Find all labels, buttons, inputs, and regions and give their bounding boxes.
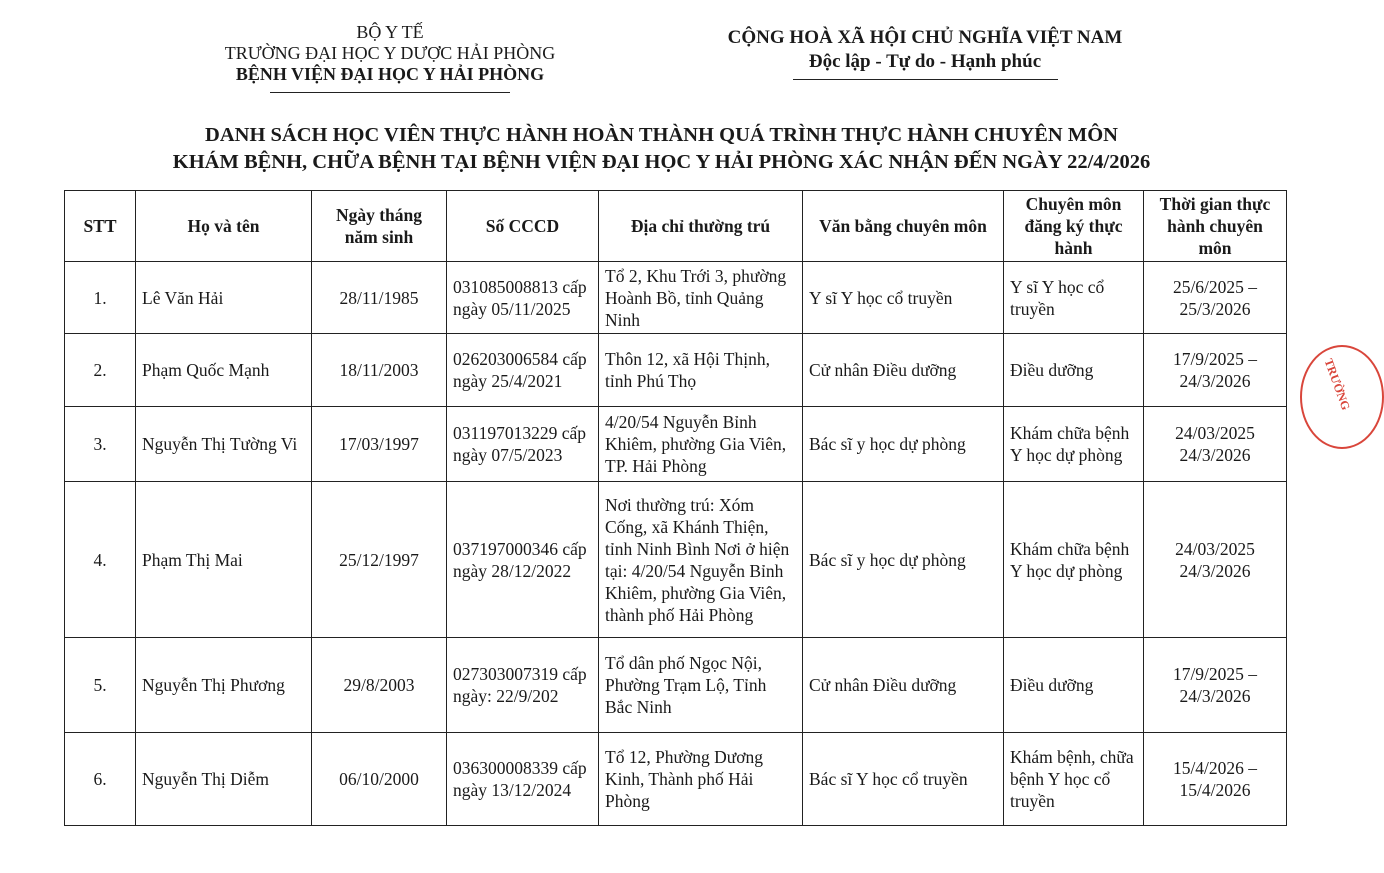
- cell-dob: 06/10/2000: [312, 733, 447, 826]
- header-id: Số CCCD: [447, 191, 599, 262]
- cell-specialty: Điều dưỡng: [1004, 334, 1144, 407]
- cell-period: 24/03/2025 24/3/2026: [1144, 407, 1287, 482]
- cell-name: Nguyễn Thị Diễm: [136, 733, 312, 826]
- table-row: [65, 334, 1287, 407]
- cell-name: Nguyễn Thị Phương: [136, 638, 312, 733]
- cell-address: Thôn 12, xã Hội Thịnh, tỉnh Phú Thọ: [599, 334, 803, 407]
- cell-name: Phạm Thị Mai: [136, 482, 312, 638]
- cell-dob: 25/12/1997: [312, 482, 447, 638]
- cell-dob: 29/8/2003: [312, 638, 447, 733]
- table-row: [65, 407, 1287, 482]
- cell-dob: 28/11/1985: [312, 262, 447, 334]
- cell-specialty: Y sĩ Y học cổ truyền: [1004, 262, 1144, 334]
- title-line-2: KHÁM BỆNH, CHỮA BỆNH TẠI BỆNH VIỆN ĐẠI HỌC Y HẢI PHÒNG XÁC NHẬN ĐẾN NGÀY 22/4/2026: [172, 151, 1151, 173]
- table-row: [65, 638, 1287, 733]
- cell-degree: Bác sĩ Y học cổ truyền: [803, 733, 1004, 826]
- cell-id: 026203006584 cấp ngày 25/4/2021: [447, 334, 599, 407]
- cell-address: 4/20/54 Nguyễn Bỉnh Khiêm, phường Gia Viên, TP. Hải Phòng: [599, 407, 803, 482]
- cell-address: Tổ dân phố Ngọc Nội, Phường Trạm Lộ, Tỉnh Bắc Ninh: [599, 638, 803, 733]
- cell-id: 036300008339 cấp ngày 13/12/2024: [447, 733, 599, 826]
- national-header: [690, 26, 1160, 80]
- cell-period: 17/9/2025 – 24/3/2026: [1144, 334, 1287, 407]
- university-name: TRƯỜNG ĐẠI HỌC Y DƯỢC HẢI PHÒNG: [224, 43, 556, 63]
- cell-specialty: Khám chữa bệnh Y học dự phòng: [1004, 482, 1144, 638]
- header-name: Họ và tên: [136, 191, 312, 262]
- header-period: Thời gian thực hành chuyên môn: [1144, 191, 1287, 262]
- cell-id: 031197013229 cấp ngày 07/5/2023: [447, 407, 599, 482]
- cell-degree: Cử nhân Điều dưỡng: [803, 638, 1004, 733]
- cell-dob: 18/11/2003: [312, 334, 447, 407]
- motto-underline: [793, 79, 1058, 80]
- issuer-underline: [270, 92, 510, 93]
- cell-degree: Y sĩ Y học cổ truyền: [803, 262, 1004, 334]
- ministry-name: BỘ Y TẾ: [356, 22, 424, 42]
- cell-specialty: Khám bệnh, chữa bệnh Y học cổ truyền: [1004, 733, 1144, 826]
- cell-stt: 5.: [65, 638, 136, 733]
- cell-name: Lê Văn Hải: [136, 262, 312, 334]
- cell-stt: 1.: [65, 262, 136, 334]
- header-stt: STT: [65, 191, 136, 262]
- cell-period: 15/4/2026 – 15/4/2026: [1144, 733, 1287, 826]
- cell-degree: Bác sĩ y học dự phòng: [803, 482, 1004, 638]
- issuer-header: [190, 22, 590, 93]
- cell-address: Tổ 2, Khu Trới 3, phường Hoành Bồ, tỉnh Quảng Ninh: [599, 262, 803, 334]
- cell-address: Tổ 12, Phường Dương Kinh, Thành phố Hải Phòng: [599, 733, 803, 826]
- trainee-table: [64, 190, 1287, 826]
- cell-name: Phạm Quốc Mạnh: [136, 334, 312, 407]
- cell-stt: 4.: [65, 482, 136, 638]
- cell-dob: 17/03/1997: [312, 407, 447, 482]
- national-motto: Độc lập - Tự do - Hạnh phúc: [808, 51, 1042, 72]
- cell-stt: 3.: [65, 407, 136, 482]
- national-name: CỘNG HOÀ XÃ HỘI CHỦ NGHĨA VIỆT NAM: [727, 27, 1123, 48]
- table-header-row: [65, 191, 1287, 262]
- cell-period: 24/03/2025 24/3/2026: [1144, 482, 1287, 638]
- hospital-name: BỆNH VIỆN ĐẠI HỌC Y HẢI PHÒNG: [235, 64, 545, 84]
- title-line-1: DANH SÁCH HỌC VIÊN THỰC HÀNH HOÀN THÀNH QUÁ TRÌNH THỰC HÀNH CHUYÊN MÔN: [205, 124, 1118, 146]
- header-address: Địa chỉ thường trú: [599, 191, 803, 262]
- header-specialty: Chuyên môn đăng ký thực hành: [1004, 191, 1144, 262]
- cell-period: 17/9/2025 – 24/3/2026: [1144, 638, 1287, 733]
- document-title: [0, 122, 1323, 176]
- header-degree: Văn bằng chuyên môn: [803, 191, 1004, 262]
- cell-period: 25/6/2025 – 25/3/2026: [1144, 262, 1287, 334]
- cell-specialty: Khám chữa bệnh Y học dự phòng: [1004, 407, 1144, 482]
- cell-id: 031085008813 cấp ngày 05/11/2025: [447, 262, 599, 334]
- cell-degree: Bác sĩ y học dự phòng: [803, 407, 1004, 482]
- cell-address: Nơi thường trú: Xóm Cống, xã Khánh Thiện, tỉnh Ninh Bình Nơi ở hiện tại: 4/20/54 Nguyễn Bỉnh Khiêm, phường Gia Viên, thành phố Hải Phòng: [599, 482, 803, 638]
- cell-stt: 6.: [65, 733, 136, 826]
- table-row: [65, 733, 1287, 826]
- table-row: [65, 482, 1287, 638]
- cell-stt: 2.: [65, 334, 136, 407]
- cell-name: Nguyễn Thị Tường Vi: [136, 407, 312, 482]
- cell-id: 037197000346 cấp ngày 28/12/2022: [447, 482, 599, 638]
- cell-specialty: Điều dưỡng: [1004, 638, 1144, 733]
- cell-degree: Cử nhân Điều dưỡng: [803, 334, 1004, 407]
- cell-id: 027303007319 cấp ngày: 22/9/202: [447, 638, 599, 733]
- stamp-text: TRƯỜNG: [1321, 356, 1353, 412]
- table-row: [65, 262, 1287, 334]
- official-stamp: [1300, 345, 1384, 449]
- header-dob: Ngày tháng năm sinh: [312, 191, 447, 262]
